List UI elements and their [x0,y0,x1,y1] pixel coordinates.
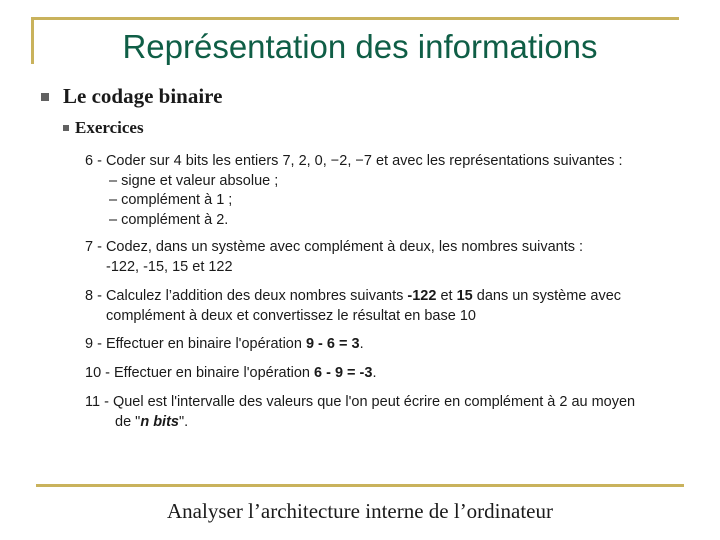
exercise-9-line: 9 - Effectuer en binaire l'opération 9 - 6 = 3. [85,336,364,352]
exercise-10 [85,364,376,384]
exercise-11-line: 11 - Quel est l'intervalle des valeurs que l'on peut écrire en complément à 2 au moyen [85,394,636,410]
exercise-11 [85,393,635,432]
exercise-6-line: – complément à 2. [109,211,229,228]
footer-rule [36,484,684,487]
bullet-square-icon [41,93,49,101]
exercise-6 [85,152,623,230]
exercise-11-line: de "n bits". [115,413,189,430]
exercise-6-line: – signe et valeur absolue ; [109,172,279,189]
exercise-10-line: 10 - Effectuer en binaire l'opération 6 - 9 = -3. [85,365,377,381]
exercise-9 [85,335,364,355]
bullet-heading: Le codage binaire [63,84,223,108]
exercise-8 [85,287,621,326]
title-frame-left-rule [31,17,34,64]
sub-bullet-heading: Exercices [75,118,144,137]
exercise-7 [85,238,583,277]
exercise-7-line: 7 - Codez, dans un système avec complément à deux, les nombres suivants : [85,239,584,255]
exercise-6-line: – complément à 1 ; [109,192,233,208]
exercise-7-line: -122, -15, 15 et 122 [106,258,233,275]
exercise-6-line: 6 - Coder sur 4 bits les entiers 7, 2, 0, −2, −7 et avec les représentations suivantes : [85,153,623,169]
slide-title: Représentation des informations [122,28,598,65]
exercise-8-line: 8 - Calculez l’addition des deux nombres suivants -122 et 15 dans un système avec [85,288,622,304]
exercise-8-line: complément à deux et convertissez le résultat en base 10 [106,307,476,324]
sub-bullet-square-icon [63,125,69,131]
title-frame-top-rule [31,17,679,20]
footer-text: Analyser l’architecture interne de l’ordinateur [167,499,553,523]
